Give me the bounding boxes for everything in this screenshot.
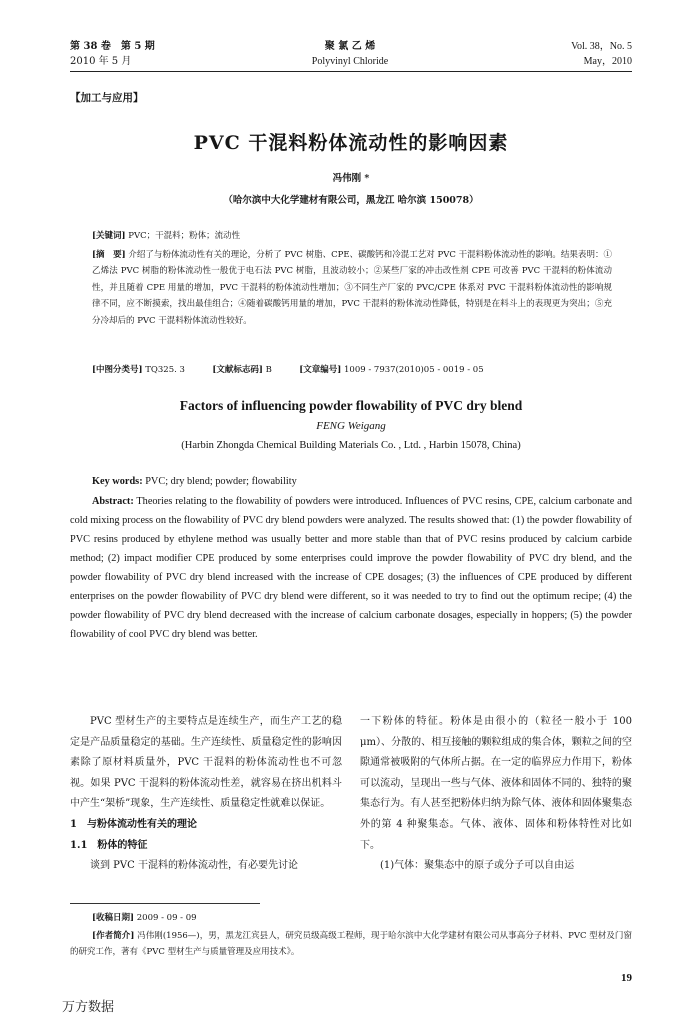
abstract-en-label: Abstract:: [92, 496, 134, 507]
header-en-journal: Polyvinyl Chloride: [311, 56, 389, 67]
page-title-cn: PVC 干混料粉体流动性的影响因素: [193, 132, 509, 154]
body-paragraph: (1)气体：聚集态中的原子或分子可以自由运: [380, 860, 575, 872]
abstract-cn-text: 介绍了与粉体流动性有关的理论，分析了 PVC 树脂、CPE、碳酸钙和冷混工艺对 PVC 干混料粉体流动性的影响。结果表明：①乙烯法 PVC 树脂的粉体流动性一般优于电石法 PVC 树脂，且波动较小；②某些厂家的冲击改性剂 CPE 可改善 PVC 干混料的粉体流动性，并且随着 CPE 用量的增加，PVC 干混料的粉体流动性增加；③不同生产厂家的 PVC/CPE 体系对 PVC 干混料粉体流动性的影响规律不同，应不断摸索，找出最佳组合；④随着碳酸钙用量的增加，PVC 干混料的粉体流动性降低，特别是在料斗上的表现更为突出；⑤充分冷却后的 PVC 干混料粉体流动性较好。: [92, 250, 612, 326]
abstract-cn-label: [摘 要]: [92, 250, 126, 260]
header-cn-date: 2010 年 5 月: [70, 56, 132, 67]
bio-label: [作者简介]: [92, 931, 135, 941]
page-title-en: Factors of influencing powder flowability of PVC dry blend: [179, 398, 523, 413]
abstract-cn: [92, 247, 612, 329]
received-label: [收稿日期]: [92, 913, 135, 923]
section-heading-1: 1 与粉体流动性有关的理论: [70, 818, 197, 830]
header-en-date: May，2010: [583, 56, 632, 67]
class-label: [中图分类号]: [92, 365, 143, 375]
keywords-cn-label: [关键词]: [92, 231, 126, 241]
doc-code-value: B: [262, 365, 272, 375]
keywords-en-text: PVC; dry blend; powder; flowability: [142, 476, 297, 487]
header-en-volume: Vol. 38，No. 5: [571, 41, 632, 52]
abstract-en-text: Theories relating to the flowability of powders were introduced. Influences of PVC resins, CPE, calcium carbonate and cold mixing process on the flowability of PVC dry blend powders were analyzed. The results showed that: (1) the powder flowability of PVC resins produced by ethylene method was usually better and more stable than that of PVC resins produced by calcium carbide method; (2) impact modifier CPE produced by some enterprises could improve the powder flowability of PVC dry blend, and the powder flowability of PVC dry blend increased with the increase of CPE dosages; (3) the influences of CPE produced by different enterprises on the powder flowability of PVC dry blend were different, so it was needed to try to find out the optimum recipe; (4) the powder flowability of PVC dry blend decreased with the increase of calcium carbonate dosages, especially in hoppers; (5) the powder flowability of cool PVC dry blend was better.: [70, 496, 632, 640]
body-column-left: [70, 712, 342, 877]
affiliation-cn: （哈尔滨中大化学建材有限公司，黑龙江 哈尔滨 150078）: [223, 195, 479, 206]
abstract-en: [70, 492, 632, 644]
page-number: 19: [621, 972, 632, 984]
keywords-en: [92, 472, 632, 491]
classification-line: [92, 362, 612, 378]
class-value: TQ325. 3: [142, 365, 185, 375]
footnote-rule: [70, 903, 260, 904]
bio-text: 冯伟刚(1956—)，男，黑龙江宾县人，研究员级高级工程师，现于哈尔滨中大化学建材有限公司从事高分子材料、PVC 型材及门窗的研究工作，著有《PVC 型材生产与质量管理及应用技术》。: [70, 931, 632, 957]
footnote-bio: [70, 928, 632, 960]
header-cn-journal: 聚 氯 乙 烯: [324, 41, 376, 52]
received-date: 2009 - 09 - 09: [134, 913, 197, 923]
article-no-label: [文章编号]: [299, 365, 342, 375]
header-cn-issue: 第 38 卷 第 5 期: [70, 41, 155, 52]
body-paragraph: PVC 型材生产的主要特点是连续生产，而生产工艺的稳定是产品质量稳定的基础。生产连续性、质量稳定性的影响因素除了原材料质量外，PVC 干混料的粉体流动性也不可忽视。如果 PVC 干混料的粉体流动性差，就容易在挤出机料斗中产生“架桥”现象，生产连续性、质量稳定性就难以保证。: [70, 716, 342, 810]
section-heading-1-1: 1.1 粉体的特征: [70, 839, 148, 851]
watermark: 万方数据: [62, 1000, 115, 1015]
doc-code-label: [文献标志码]: [212, 365, 263, 375]
author-en: FENG Weigang: [316, 420, 386, 432]
keywords-cn-text: PVC；干混料；粉体；流动性: [125, 231, 241, 241]
article-no-value: 1009 - 7937(2010)05 - 0019 - 05: [341, 365, 484, 375]
body-column-right: [360, 712, 632, 877]
header-rule: [70, 71, 632, 72]
affiliation-en: (Harbin Zhongda Chemical Building Materials Co. , Ltd. , Harbin 15078, China): [181, 440, 521, 451]
footnote-received: [92, 910, 632, 926]
keywords-cn: [92, 228, 612, 244]
body-paragraph: 一下粉体的特征。粉体是由很小的（粒径一般小于 100 μm）、分散的、相互接触的颗粒组成的集合体，颗粒之间的空隙通常被吸附的气体所占据。在一定的临界应力作用下，粉体可以流动，呈现出一些与气体、液体和固体不同的、独特的聚集态行为。有人甚至把粉体归纳为除气体、液体和固体聚集态外的第 4 种聚集态。气体、液体、固体和粉体特性对比如下。: [360, 716, 632, 851]
author-cn: 冯伟刚 *: [332, 173, 370, 184]
body-paragraph: 谈到 PVC 干混料的粉体流动性，有必要先讨论: [90, 860, 298, 872]
keywords-en-label: Key words:: [92, 476, 143, 487]
section-tag: 【加工与应用】: [70, 92, 144, 104]
